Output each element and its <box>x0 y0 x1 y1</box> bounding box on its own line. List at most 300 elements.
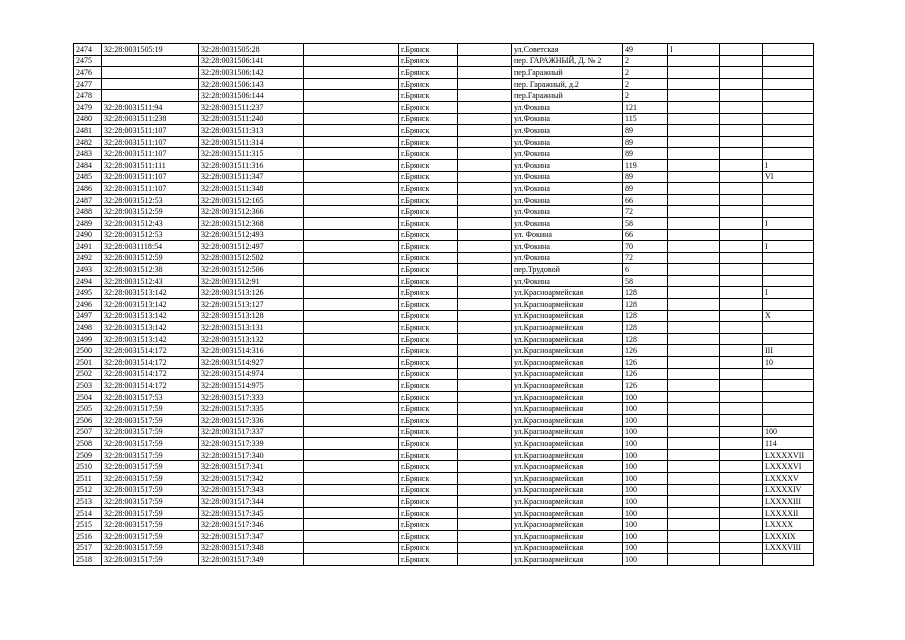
city-cell: г.Брянск <box>399 438 458 450</box>
table-row <box>74 542 814 554</box>
building-number-cell <box>668 90 720 102</box>
table-row <box>74 229 814 241</box>
room-number-cell <box>763 113 814 125</box>
row-number-cell: 2506 <box>74 415 102 427</box>
street-cell: ул.Красноармейская <box>512 310 623 322</box>
house-number-cell: 89 <box>623 125 668 137</box>
room-number-cell <box>763 275 814 287</box>
table-row <box>74 241 814 253</box>
parent-cadastral-number-cell: 32:28:0031517:59 <box>102 461 199 473</box>
empty-cell <box>304 44 399 56</box>
empty-cell <box>458 217 512 229</box>
street-cell: ул.Красноармейская <box>512 449 623 461</box>
parent-cadastral-number-cell <box>102 55 199 67</box>
empty-cell <box>304 554 399 566</box>
parent-cadastral-number-cell: 32:28:0031512:43 <box>102 217 199 229</box>
parent-cadastral-number-cell <box>102 78 199 90</box>
house-number-cell: 128 <box>623 333 668 345</box>
building-number-cell <box>668 252 720 264</box>
building-number-cell <box>668 426 720 438</box>
row-number-cell: 2493 <box>74 264 102 276</box>
house-number-cell: 126 <box>623 368 668 380</box>
building-number-cell <box>668 415 720 427</box>
city-cell: г.Брянск <box>399 380 458 392</box>
house-number-cell: 100 <box>623 484 668 496</box>
empty-cell <box>304 194 399 206</box>
city-cell: г.Брянск <box>399 113 458 125</box>
empty-cell <box>304 542 399 554</box>
table-row <box>74 357 814 369</box>
city-cell: г.Брянск <box>399 415 458 427</box>
empty-cell <box>304 438 399 450</box>
house-number-cell: 128 <box>623 310 668 322</box>
cadastral-number-cell: 32:28:0031512:366 <box>199 206 304 218</box>
table-row <box>74 438 814 450</box>
house-number-cell: 89 <box>623 183 668 195</box>
room-number-cell <box>763 183 814 195</box>
row-number-cell: 2481 <box>74 125 102 137</box>
cadastral-number-cell: 32:28:0031513:131 <box>199 322 304 334</box>
building-number-cell <box>668 299 720 311</box>
cadastral-number-cell: 32:28:0031506:144 <box>199 90 304 102</box>
empty-cell <box>304 275 399 287</box>
street-cell: ул.Красноармейская <box>512 357 623 369</box>
street-cell: ул.Красноармейская <box>512 426 623 438</box>
cadastral-number-cell: 32:28:0031517:339 <box>199 438 304 450</box>
building-number-cell <box>668 554 720 566</box>
empty-cell <box>720 159 763 171</box>
house-number-cell: 100 <box>623 461 668 473</box>
cadastral-number-cell: 32:28:0031512:165 <box>199 194 304 206</box>
room-number-cell <box>763 78 814 90</box>
table-row <box>74 449 814 461</box>
row-number-cell: 2490 <box>74 229 102 241</box>
cadastral-number-cell: 32:28:0031511:347 <box>199 171 304 183</box>
table-row <box>74 530 814 542</box>
empty-cell <box>458 275 512 287</box>
street-cell: ул.Красноармейская <box>512 554 623 566</box>
empty-cell <box>458 113 512 125</box>
room-number-cell: I <box>763 241 814 253</box>
table-row <box>74 554 814 566</box>
empty-cell <box>458 229 512 241</box>
empty-cell <box>720 241 763 253</box>
table-row <box>74 78 814 90</box>
city-cell: г.Брянск <box>399 310 458 322</box>
empty-cell <box>458 391 512 403</box>
table-row <box>74 171 814 183</box>
row-number-cell: 2488 <box>74 206 102 218</box>
cadastral-number-cell: 32:28:0031511:316 <box>199 159 304 171</box>
city-cell: г.Брянск <box>399 403 458 415</box>
parent-cadastral-number-cell: 32:28:0031517:59 <box>102 507 199 519</box>
house-number-cell: 100 <box>623 391 668 403</box>
table-row <box>74 125 814 137</box>
empty-cell <box>304 415 399 427</box>
cadastral-number-cell: 32:28:0031511:315 <box>199 148 304 160</box>
empty-cell <box>304 264 399 276</box>
city-cell: г.Брянск <box>399 67 458 79</box>
building-number-cell <box>668 484 720 496</box>
table-row <box>74 299 814 311</box>
parent-cadastral-number-cell: 32:28:0031511:111 <box>102 159 199 171</box>
building-number-cell <box>668 136 720 148</box>
city-cell: г.Брянск <box>399 449 458 461</box>
cadastral-number-cell: 32:28:0031517:340 <box>199 449 304 461</box>
parent-cadastral-number-cell: 32:28:0031514:172 <box>102 357 199 369</box>
registry-table-body <box>74 44 814 566</box>
empty-cell <box>720 217 763 229</box>
house-number-cell: 66 <box>623 229 668 241</box>
room-number-cell <box>763 136 814 148</box>
building-number-cell <box>668 194 720 206</box>
room-number-cell: VI <box>763 171 814 183</box>
city-cell: г.Брянск <box>399 171 458 183</box>
house-number-cell: 100 <box>623 519 668 531</box>
empty-cell <box>458 380 512 392</box>
house-number-cell: 100 <box>623 542 668 554</box>
building-number-cell <box>668 101 720 113</box>
house-number-cell: 89 <box>623 171 668 183</box>
cadastral-number-cell: 32:28:0031513:127 <box>199 299 304 311</box>
parent-cadastral-number-cell: 32:28:0031513:142 <box>102 322 199 334</box>
empty-cell <box>458 403 512 415</box>
row-number-cell: 2502 <box>74 368 102 380</box>
table-row <box>74 252 814 264</box>
building-number-cell <box>668 333 720 345</box>
room-number-cell <box>763 125 814 137</box>
empty-cell <box>458 345 512 357</box>
house-number-cell: 126 <box>623 380 668 392</box>
empty-cell <box>304 310 399 322</box>
empty-cell <box>458 438 512 450</box>
room-number-cell <box>763 299 814 311</box>
building-number-cell <box>668 368 720 380</box>
city-cell: г.Брянск <box>399 461 458 473</box>
row-number-cell: 2517 <box>74 542 102 554</box>
city-cell: г.Брянск <box>399 357 458 369</box>
city-cell: г.Брянск <box>399 345 458 357</box>
cadastral-number-cell: 32:28:0031517:344 <box>199 496 304 508</box>
cadastral-number-cell: 32:28:0031513:126 <box>199 287 304 299</box>
room-number-cell <box>763 368 814 380</box>
room-number-cell: LXXXIX <box>763 530 814 542</box>
parent-cadastral-number-cell: 32:28:0031513:142 <box>102 333 199 345</box>
parent-cadastral-number-cell: 32:28:0031512:53 <box>102 229 199 241</box>
building-number-cell <box>668 380 720 392</box>
row-number-cell: 2474 <box>74 44 102 56</box>
empty-cell <box>304 472 399 484</box>
city-cell: г.Брянск <box>399 287 458 299</box>
row-number-cell: 2487 <box>74 194 102 206</box>
empty-cell <box>458 449 512 461</box>
parent-cadastral-number-cell: 32:28:0031517:59 <box>102 542 199 554</box>
parent-cadastral-number-cell: 32:28:0031505:19 <box>102 44 199 56</box>
row-number-cell: 2489 <box>74 217 102 229</box>
table-row <box>74 368 814 380</box>
parent-cadastral-number-cell: 32:28:0031512:59 <box>102 252 199 264</box>
empty-cell <box>304 461 399 473</box>
house-number-cell: 70 <box>623 241 668 253</box>
parent-cadastral-number-cell: 32:28:0031517:59 <box>102 484 199 496</box>
building-number-cell <box>668 229 720 241</box>
row-number-cell: 2510 <box>74 461 102 473</box>
street-cell: ул.Фокина <box>512 159 623 171</box>
building-number-cell <box>668 55 720 67</box>
parent-cadastral-number-cell: 32:28:0031517:59 <box>102 519 199 531</box>
city-cell: г.Брянск <box>399 391 458 403</box>
parent-cadastral-number-cell: 32:28:0031511:238 <box>102 113 199 125</box>
table-row <box>74 333 814 345</box>
cadastral-number-cell: 32:28:0031517:347 <box>199 530 304 542</box>
room-number-cell: LXXXXIII <box>763 496 814 508</box>
empty-cell <box>304 55 399 67</box>
empty-cell <box>720 252 763 264</box>
empty-cell <box>304 101 399 113</box>
cadastral-number-cell: 32:28:0031514:975 <box>199 380 304 392</box>
row-number-cell: 2503 <box>74 380 102 392</box>
building-number-cell <box>668 264 720 276</box>
table-row <box>74 264 814 276</box>
street-cell: ул.Красноармейская <box>512 299 623 311</box>
house-number-cell: 100 <box>623 403 668 415</box>
building-number-cell <box>668 472 720 484</box>
room-number-cell <box>763 415 814 427</box>
empty-cell <box>720 322 763 334</box>
city-cell: г.Брянск <box>399 206 458 218</box>
table-row <box>74 101 814 113</box>
empty-cell <box>304 507 399 519</box>
parent-cadastral-number-cell: 32:28:0031513:142 <box>102 310 199 322</box>
building-number-cell <box>668 403 720 415</box>
city-cell: г.Брянск <box>399 217 458 229</box>
building-number-cell <box>668 287 720 299</box>
room-number-cell: LXXXXVI <box>763 461 814 473</box>
row-number-cell: 2494 <box>74 275 102 287</box>
city-cell: г.Брянск <box>399 322 458 334</box>
empty-cell <box>458 125 512 137</box>
row-number-cell: 2475 <box>74 55 102 67</box>
empty-cell <box>458 472 512 484</box>
row-number-cell: 2499 <box>74 333 102 345</box>
empty-cell <box>458 519 512 531</box>
city-cell: г.Брянск <box>399 496 458 508</box>
empty-cell <box>304 113 399 125</box>
empty-cell <box>304 241 399 253</box>
table-row <box>74 484 814 496</box>
street-cell: пер. Гаражный, д.2 <box>512 78 623 90</box>
parent-cadastral-number-cell: 32:28:0031511:107 <box>102 171 199 183</box>
cadastral-number-cell: 32:28:0031512:497 <box>199 241 304 253</box>
row-number-cell: 2485 <box>74 171 102 183</box>
empty-cell <box>304 333 399 345</box>
empty-cell <box>458 183 512 195</box>
room-number-cell <box>763 90 814 102</box>
city-cell: г.Брянск <box>399 426 458 438</box>
cadastral-number-cell: 32:28:0031517:335 <box>199 403 304 415</box>
city-cell: г.Брянск <box>399 507 458 519</box>
parent-cadastral-number-cell: 32:28:0031512:59 <box>102 206 199 218</box>
empty-cell <box>720 357 763 369</box>
house-number-cell: 100 <box>623 507 668 519</box>
empty-cell <box>304 136 399 148</box>
street-cell: ул.Красноармейская <box>512 484 623 496</box>
room-number-cell <box>763 148 814 160</box>
empty-cell <box>458 333 512 345</box>
house-number-cell: 49 <box>623 44 668 56</box>
cadastral-number-cell: 32:28:0031517:348 <box>199 542 304 554</box>
house-number-cell: 66 <box>623 194 668 206</box>
city-cell: г.Брянск <box>399 241 458 253</box>
street-cell: ул.Фокина <box>512 194 623 206</box>
table-row <box>74 287 814 299</box>
empty-cell <box>304 217 399 229</box>
row-number-cell: 2497 <box>74 310 102 322</box>
row-number-cell: 2486 <box>74 183 102 195</box>
empty-cell <box>720 519 763 531</box>
table-row <box>74 275 814 287</box>
cadastral-number-cell: 32:28:0031514:316 <box>199 345 304 357</box>
empty-cell <box>720 299 763 311</box>
empty-cell <box>458 484 512 496</box>
building-number-cell <box>668 461 720 473</box>
street-cell: ул.Фокина <box>512 171 623 183</box>
street-cell: ул.Фокина <box>512 148 623 160</box>
table-row <box>74 183 814 195</box>
building-number-cell <box>668 217 720 229</box>
empty-cell <box>720 554 763 566</box>
row-number-cell: 2483 <box>74 148 102 160</box>
house-number-cell: 58 <box>623 275 668 287</box>
empty-cell <box>720 171 763 183</box>
empty-cell <box>720 345 763 357</box>
empty-cell <box>304 496 399 508</box>
cadastral-number-cell: 32:28:0031506:141 <box>199 55 304 67</box>
empty-cell <box>304 183 399 195</box>
street-cell: ул.Красноармейская <box>512 472 623 484</box>
house-number-cell: 100 <box>623 426 668 438</box>
row-number-cell: 2518 <box>74 554 102 566</box>
row-number-cell: 2477 <box>74 78 102 90</box>
city-cell: г.Брянск <box>399 530 458 542</box>
empty-cell <box>720 449 763 461</box>
parent-cadastral-number-cell: 32:28:0031511:107 <box>102 136 199 148</box>
city-cell: г.Брянск <box>399 194 458 206</box>
table-row <box>74 322 814 334</box>
room-number-cell: LXXXXII <box>763 507 814 519</box>
room-number-cell <box>763 229 814 241</box>
building-number-cell <box>668 159 720 171</box>
cadastral-number-cell: 32:28:0031511:237 <box>199 101 304 113</box>
row-number-cell: 2512 <box>74 484 102 496</box>
empty-cell <box>304 426 399 438</box>
empty-cell <box>304 78 399 90</box>
cadastral-number-cell: 32:28:0031517:336 <box>199 415 304 427</box>
room-number-cell <box>763 333 814 345</box>
empty-cell <box>304 391 399 403</box>
room-number-cell: III <box>763 345 814 357</box>
empty-cell <box>458 507 512 519</box>
empty-cell <box>458 542 512 554</box>
house-number-cell: 115 <box>623 113 668 125</box>
table-row <box>74 519 814 531</box>
table-row <box>74 472 814 484</box>
table-row <box>74 206 814 218</box>
parent-cadastral-number-cell: 32:28:0031513:142 <box>102 287 199 299</box>
street-cell: пер. ГАРАЖНЫЙ, Д. № 2 <box>512 55 623 67</box>
street-cell: ул.Красноармейская <box>512 345 623 357</box>
house-number-cell: 100 <box>623 554 668 566</box>
city-cell: г.Брянск <box>399 519 458 531</box>
house-number-cell: 6 <box>623 264 668 276</box>
parent-cadastral-number-cell: 32:28:0031118:54 <box>102 241 199 253</box>
empty-cell <box>458 287 512 299</box>
row-number-cell: 2507 <box>74 426 102 438</box>
room-number-cell <box>763 101 814 113</box>
parent-cadastral-number-cell: 32:28:0031514:172 <box>102 345 199 357</box>
row-number-cell: 2484 <box>74 159 102 171</box>
room-number-cell: I <box>763 287 814 299</box>
empty-cell <box>720 461 763 473</box>
street-cell: ул.Красноармейская <box>512 415 623 427</box>
row-number-cell: 2476 <box>74 67 102 79</box>
street-cell: ул.Фокина <box>512 125 623 137</box>
street-cell: ул.Красноармейская <box>512 333 623 345</box>
street-cell: ул.Красноармейская <box>512 322 623 334</box>
row-number-cell: 2482 <box>74 136 102 148</box>
street-cell: ул.Красноармейская <box>512 287 623 299</box>
empty-cell <box>720 229 763 241</box>
empty-cell <box>304 287 399 299</box>
building-number-cell <box>668 206 720 218</box>
row-number-cell: 2513 <box>74 496 102 508</box>
house-number-cell: 100 <box>623 449 668 461</box>
cadastral-number-cell: 32:28:0031514:974 <box>199 368 304 380</box>
city-cell: г.Брянск <box>399 159 458 171</box>
house-number-cell: 126 <box>623 357 668 369</box>
table-row <box>74 194 814 206</box>
empty-cell <box>720 194 763 206</box>
empty-cell <box>720 542 763 554</box>
cadastral-number-cell: 32:28:0031514:927 <box>199 357 304 369</box>
house-number-cell: 89 <box>623 136 668 148</box>
empty-cell <box>304 299 399 311</box>
city-cell: г.Брянск <box>399 554 458 566</box>
room-number-cell <box>763 55 814 67</box>
room-number-cell: I <box>763 217 814 229</box>
street-cell: ул.Фокина <box>512 252 623 264</box>
city-cell: г.Брянск <box>399 333 458 345</box>
building-number-cell <box>668 438 720 450</box>
row-number-cell: 2496 <box>74 299 102 311</box>
empty-cell <box>458 357 512 369</box>
building-number-cell <box>668 507 720 519</box>
city-cell: г.Брянск <box>399 183 458 195</box>
room-number-cell: 114 <box>763 438 814 450</box>
row-number-cell: 2498 <box>74 322 102 334</box>
table-row <box>74 159 814 171</box>
building-number-cell <box>668 78 720 90</box>
room-number-cell <box>763 206 814 218</box>
cadastral-number-cell: 32:28:0031517:337 <box>199 426 304 438</box>
parent-cadastral-number-cell: 32:28:0031512:53 <box>102 194 199 206</box>
empty-cell <box>720 113 763 125</box>
street-cell: ул.Фокина <box>512 136 623 148</box>
table-row <box>74 310 814 322</box>
empty-cell <box>720 310 763 322</box>
row-number-cell: 2514 <box>74 507 102 519</box>
parent-cadastral-number-cell <box>102 67 199 79</box>
